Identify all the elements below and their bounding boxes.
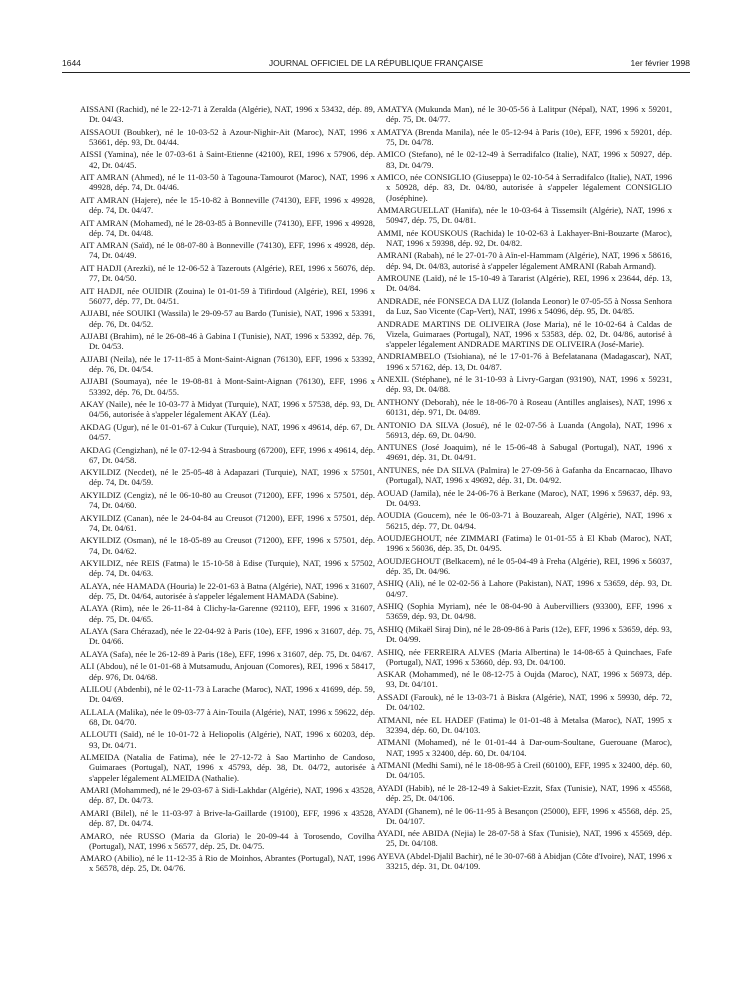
naturalization-entry: ANTUNES, née DA SILVA (Palmira) le 27-09-56 à Gafanha da Encarnacao, Ilhavo (Portugal), NAT, 1996 x 49692, dép. 31, Dt. 04/92. (377, 464, 672, 486)
naturalization-entry: ATMANI, née EL HADEF (Fatima) le 01-01-48 à Metalsa (Maroc), NAT, 1995 x 32394, dép. 60, Dt. 04/103. (377, 714, 672, 735)
naturalization-entry: AIT HADJI (Arezki), né le 12-06-52 à Tazerouts (Algérie), REI, 1996 x 56076, dép. 77, Dt. 04/50. (80, 262, 375, 284)
naturalization-entry: AJJABI (Soumaya), née le 19-08-81 à Mont-Saint-Aignan (76130), EFF, 1996 x 53392, dép. 76, Dt. 04/55. (80, 376, 375, 397)
naturalization-entry: AKDAG (Cengizhan), né le 07-12-94 à Strasbourg (67200), EFF, 1996 x 49614, dép. 67, Dt. 04/58. (80, 444, 375, 465)
naturalization-entry: AOUAD (Jamila), née le 24-06-76 à Berkane (Maroc), NAT, 1996 x 59637, dép. 93, Dt. 04/93. (377, 487, 672, 508)
naturalization-entry: ANTUNES (José Joaquim), né le 15-06-48 à Sabugal (Portugal), NAT, 1996 x 49691, dép. 31, Dt. 04/91. (377, 442, 672, 463)
naturalization-entry: AIT HADJI, née OUIDIR (Zouina) le 01-01-59 à Tifirdoud (Algérie), REI, 1996 x 56077, dép. 77, Dt. 04/51. (80, 285, 375, 306)
naturalization-entry: AKAY (Naile), née le 10-03-77 à Midyat (Turquie), NAT, 1996 x 57538, dép. 93, Dt. 04/56, autorisée à s'appeler légalement AKAY (Léa). (80, 399, 375, 420)
naturalization-entry: AYADI, née ABIDA (Nejia) le 28-07-58 à Sfax (Tunisie), NAT, 1996 x 45569, dép. 25, Dt. 04/108. (377, 828, 672, 849)
naturalization-entry: AOUDIA (Goucem), née le 06-03-71 à Bouzareah, Alger (Algérie), NAT, 1996 x 56215, dép. 77, Dt. 04/94. (377, 510, 672, 531)
naturalization-entry: ANEXIL (Stéphane), né le 31-10-93 à Livry-Gargan (93190), NAT, 1996 x 59231, dép. 93, Dt. 04/88. (377, 374, 672, 395)
naturalization-entry: ALILOU (Abdenbi), né le 02-11-73 à Larache (Maroc), NAT, 1996 x 41699, dép. 59, Dt. 04/69. (80, 684, 375, 705)
naturalization-entry: AOUDJEGHOUT, née ZIMMARI (Fatima) le 01-01-55 à El Kbab (Maroc), NAT, 1996 x 56036, dép. 35, Dt. 04/95. (377, 533, 672, 554)
naturalization-entry: AMICO (Stefano), né le 02-12-49 à Serradifalco (Italie), NAT, 1996 x 50927, dép. 83, Dt. 04/79. (377, 149, 672, 170)
naturalization-entry: AJJABI (Brahim), né le 26-08-46 à Gabina I (Tunisie), NAT, 1996 x 53392, dép. 76, Dt. 04/53. (80, 331, 375, 352)
naturalization-entry: AKYILDIZ (Necdet), né le 25-05-48 à Adapazari (Turquie), NAT, 1996 x 57501, dép. 74, Dt. 04/59. (80, 467, 375, 488)
naturalization-entry: ALAYA (Rim), née le 26-11-84 à Clichy-la-Garenne (92110), EFF, 1996 x 31607, dép. 75, Dt. 04/65. (80, 603, 375, 624)
naturalization-entry: ALAYA (Sara Chérazad), née le 22-04-92 à Paris (10e), EFF, 1996 x 31607, dép. 75, Dt. 04/66. (80, 626, 375, 647)
naturalization-entry: AJJABI, née SOUIKI (Wassila) le 29-09-57 au Bardo (Tunisie), NAT, 1996 x 53391, dép. 76, Dt. 04/52. (80, 308, 375, 329)
naturalization-entry: AMRANI (Rabah), né le 27-01-70 à Aïn-el-Hammam (Algérie), NAT, 1996 x 58616, dép. 94, Dt. 04/83, autorisé à s'appeler légalement AMRANI (Rabah Armand). (377, 250, 672, 271)
naturalization-entry: ASHIQ (Ali), né le 02-02-56 à Lahore (Pakistan), NAT, 1996 x 53659, dép. 93, Dt. 04/97. (377, 578, 672, 599)
naturalization-entry: AISSAOUI (Boubker), né le 10-03-52 à Azour-Nighir-Ait (Maroc), NAT, 1996 x 53661, dép. 93, Dt. 04/44. (80, 126, 375, 147)
naturalization-entry: AYEVA (Abdel-Djalil Bachir), né le 30-07-68 à Abidjan (Côte d'Ivoire), NAT, 1996 x 33215, dép. 31, Dt. 04/109. (377, 850, 672, 872)
naturalization-entry: AMICO, née CONSIGLIO (Giuseppa) le 02-10-54 à Serradifalco (Italie), NAT, 1996 x 50928, dép. 83, Dt. 04/80, autorisée à s'appeler légalement CONSIGLIO (Joséphine). (377, 172, 672, 203)
naturalization-entry: AMARO (Abilio), né le 11-12-35 à Rio de Moinhos, Abrantes (Portugal), NAT, 1996 x 56578, dép. 25, Dt. 04/76. (80, 853, 375, 874)
naturalization-entry: ALAYA, née HAMADA (Houria) le 22-01-63 à Batna (Algérie), NAT, 1996 x 31607, dép. 75, Dt. 04/64, autorisée à s'appeler légalement HAMADA (Sabine). (80, 580, 375, 601)
naturalization-entry: AMATYA (Mukunda Man), né le 30-05-56 à Lalitpur (Népal), NAT, 1996 x 59201, dép. 75, Dt. 04/77. (377, 104, 672, 125)
naturalization-entry: AKYILDIZ, née REIS (Fatma) le 15-10-58 à Edise (Turquie), NAT, 1996 x 57502, dép. 74, Dt. 04/63. (80, 558, 375, 579)
naturalization-entry: ALI (Abdou), né le 01-01-68 à Mutsamudu, Anjouan (Comores), REI, 1996 x 58417, dép. 976, Dt. 04/68. (80, 661, 375, 682)
naturalization-entry: AMARI (Bilel), né le 11-03-97 à Brive-la-Gaillarde (19100), EFF, 1996 x 43528, dép. 87, Dt. 04/74. (80, 807, 375, 828)
naturalization-entry: AMMARGUELLAT (Hanifa), née le 10-03-64 à Tissemsilt (Algérie), NAT, 1996 x 50947, dép. 75, Dt. 04/81. (377, 205, 672, 226)
naturalization-entry: ALLOUTI (Saïd), né le 10-01-72 à Heliopolis (Algérie), NAT, 1996 x 60203, dép. 93, Dt. 04/71. (80, 729, 375, 750)
naturalization-entry: AKYILDIZ (Cengiz), né le 06-10-80 au Creusot (71200), EFF, 1996 x 57501, dép. 74, Dt. 04/60. (80, 489, 375, 511)
naturalization-entry: AIT AMRAN (Mohamed), né le 28-03-85 à Bonneville (74130), EFF, 1996 x 49928, dép. 74, Dt. 04/48. (80, 217, 375, 238)
naturalization-entry: ALLALA (Malika), née le 09-03-77 à Ain-Touila (Algérie), NAT, 1996 x 59622, dép. 68, Dt. 04/70. (80, 706, 375, 727)
naturalization-entry: AJJABI (Neila), née le 17-11-85 à Mont-Saint-Aignan (76130), EFF, 1996 x 53392, dép. 76, Dt. 04/54. (80, 353, 375, 374)
naturalization-entry: ANDRADE MARTINS DE OLIVEIRA (Jose Maria), né le 10-02-64 à Caldas de Vizela, Guimaraes (Portugal), NAT, 1996 x 53583, dép. 02, Dt. 04/86, autorisé à s'appeler légalement ANDRADE MARTINS DE OLIVEIRA (José-Marie). (377, 318, 672, 349)
naturalization-entry: AISSI (Yamina), née le 07-03-61 à Saint-Etienne (42100), REI, 1996 x 57906, dép. 42, Dt. 04/45. (80, 149, 375, 170)
naturalization-entry: AYADI (Habib), né le 28-12-49 à Sakiet-Ezzit, Sfax (Tunisie), NAT, 1996 x 45568, dép. 25, Dt. 04/106. (377, 782, 672, 803)
naturalization-entry: ALMEIDA (Natalia de Fatima), née le 27-12-72 à Sao Martinho de Candoso, Guimaraes (Portugal), NAT, 1996 x 45793, dép. 38, Dt. 04/72, autorisée à s'appeler légalement ALMEIDA (Nathalie). (80, 752, 375, 783)
naturalization-entry: ASHIQ, née FERREIRA ALVES (Maria Albertina) le 14-08-65 à Quinchaes, Fafe (Portugal), NAT, 1996 x 53660, dép. 93, Dt. 04/100. (377, 646, 672, 667)
naturalization-entry: ANDRIAMBELO (Tsiohiana), né le 17-01-76 à Befelatanana (Madagascar), NAT, 1996 x 57162, dép. 13, Dt. 04/87. (377, 351, 672, 372)
naturalization-entry: AIT AMRAN (Ahmed), né le 11-03-50 à Tagouna-Tamourot (Maroc), NAT, 1996 x 49928, dép. 74, Dt. 04/46. (80, 172, 375, 193)
naturalization-entry: ASHIQ (Mikaël Siraj Din), né le 28-09-86 à Paris (12e), EFF, 1996 x 53659, dép. 93, Dt. 04/99. (377, 623, 672, 645)
naturalization-entry: AKDAG (Ugur), né le 01-01-67 à Cukur (Turquie), NAT, 1996 x 49614, dép. 67, Dt. 04/57. (80, 421, 375, 443)
naturalization-entry: AMATYA (Brenda Manila), née le 05-12-94 à Paris (10e), EFF, 1996 x 59201, dép. 75, Dt. 04/78. (377, 126, 672, 147)
journal-title: JOURNAL OFFICIEL DE LA RÉPUBLIQUE FRANÇAISE (268, 58, 484, 68)
naturalization-entry: AMARI (Mohammed), né le 29-03-67 à Sidi-Lakhdar (Algérie), NAT, 1996 x 43528, dép. 87, Dt. 04/73. (80, 785, 375, 806)
naturalization-entry: ASSADI (Farouk), né le 13-03-71 à Biskra (Algérie), NAT, 1996 x 59930, dép. 72, Dt. 04/102. (377, 691, 672, 713)
naturalization-entry: AMROUNE (Laïd), né le 15-10-49 à Tararist (Algérie), REI, 1996 x 23644, dép. 13, Dt. 04/84. (377, 273, 672, 294)
right-column (377, 104, 672, 874)
naturalization-entry: AKYILDIZ (Osman), né le 18-05-89 au Creusot (71200), EFF, 1996 x 57501, dép. 74, Dt. 04/62. (80, 535, 375, 556)
header-rule (62, 72, 690, 73)
naturalization-entry: AYADI (Ghanem), né le 06-11-95 à Besançon (25000), EFF, 1996 x 45568, dép. 25, Dt. 04/107. (377, 805, 672, 826)
naturalization-entry: AIT AMRAN (Saïd), né le 08-07-80 à Bonneville (74130), EFF, 1996 x 49928, dép. 74, Dt. 04/49. (80, 240, 375, 261)
naturalization-entry: ANTONIO DA SILVA (Josué), né le 02-07-56 à Luanda (Angola), NAT, 1996 x 56913, dép. 69, Dt. 04/90. (377, 419, 672, 440)
naturalization-entry: ANTHONY (Deborah), née le 18-06-70 à Roseau (Antilles anglaises), NAT, 1996 x 60131, dép. 971, Dt. 04/89. (377, 396, 672, 418)
left-column (80, 104, 375, 876)
naturalization-entry: ATMANI (Medhi Sami), né le 18-08-95 à Creil (60100), EFF, 1995 x 32400, dép. 60, Dt. 04/105. (377, 760, 672, 781)
naturalization-entry: AKYILDIZ (Canan), née le 24-04-84 au Creusot (71200), EFF, 1996 x 57501, dép. 74, Dt. 04/61. (80, 512, 375, 533)
naturalization-entry: AISSANI (Rachid), né le 22-12-71 à Zeralda (Algérie), NAT, 1996 x 53432, dép. 89, Dt. 04/43. (80, 104, 375, 125)
naturalization-entry: AMMI, née KOUSKOUS (Rachida) le 10-02-63 à Lakhayer-Bni-Bouzarte (Maroc), NAT, 1996 x 59398, dép. 92, Dt. 04/82. (377, 227, 672, 248)
naturalization-entry: ASHIQ (Sophia Myriam), née le 08-04-90 à Aubervilliers (93300), EFF, 1996 x 53659, dép. 93, Dt. 04/98. (377, 601, 672, 622)
naturalization-entry: ASKAR (Mohammed), né le 08-12-75 à Oujda (Maroc), NAT, 1996 x 56973, dép. 93, Dt. 04/101. (377, 669, 672, 690)
issue-date: 1er février 1998 (630, 58, 690, 68)
naturalization-entry: ANDRADE, née FONSECA DA LUZ (Iolanda Leonor) le 07-05-55 à Nossa Senhora da Luz, Sao Vicente (Cap-Vert), NAT, 1996 x 54096, dép. 95, Dt. 04/85. (377, 295, 672, 317)
page-number: 1644 (62, 58, 81, 68)
naturalization-entry: ALAYA (Safa), née le 26-12-89 à Paris (18e), EFF, 1996 x 31607, dép. 75, Dt. 04/67. (80, 648, 374, 659)
naturalization-entry: AIT AMRAN (Hajere), née le 15-10-82 à Bonneville (74130), EFF, 1996 x 49928, dép. 74, Dt. 04/47. (80, 194, 375, 216)
naturalization-entry: ATMANI (Mohamed), né le 01-01-44 à Dar-oum-Soultane, Guerouane (Maroc), NAT, 1995 x 32400, dép. 60, Dt. 04/104. (377, 737, 672, 758)
naturalization-entry: AOUDJEGHOUT (Belkacem), né le 05-04-49 à Freha (Algérie), REI, 1996 x 56037, dép. 35, Dt. 04/96. (377, 555, 672, 576)
naturalization-entry: AMARO, née RUSSO (Maria da Gloria) le 20-09-44 à Torosendo, Covilha (Portugal), NAT, 1996 x 56577, dép. 25, Dt. 04/75. (80, 830, 375, 851)
